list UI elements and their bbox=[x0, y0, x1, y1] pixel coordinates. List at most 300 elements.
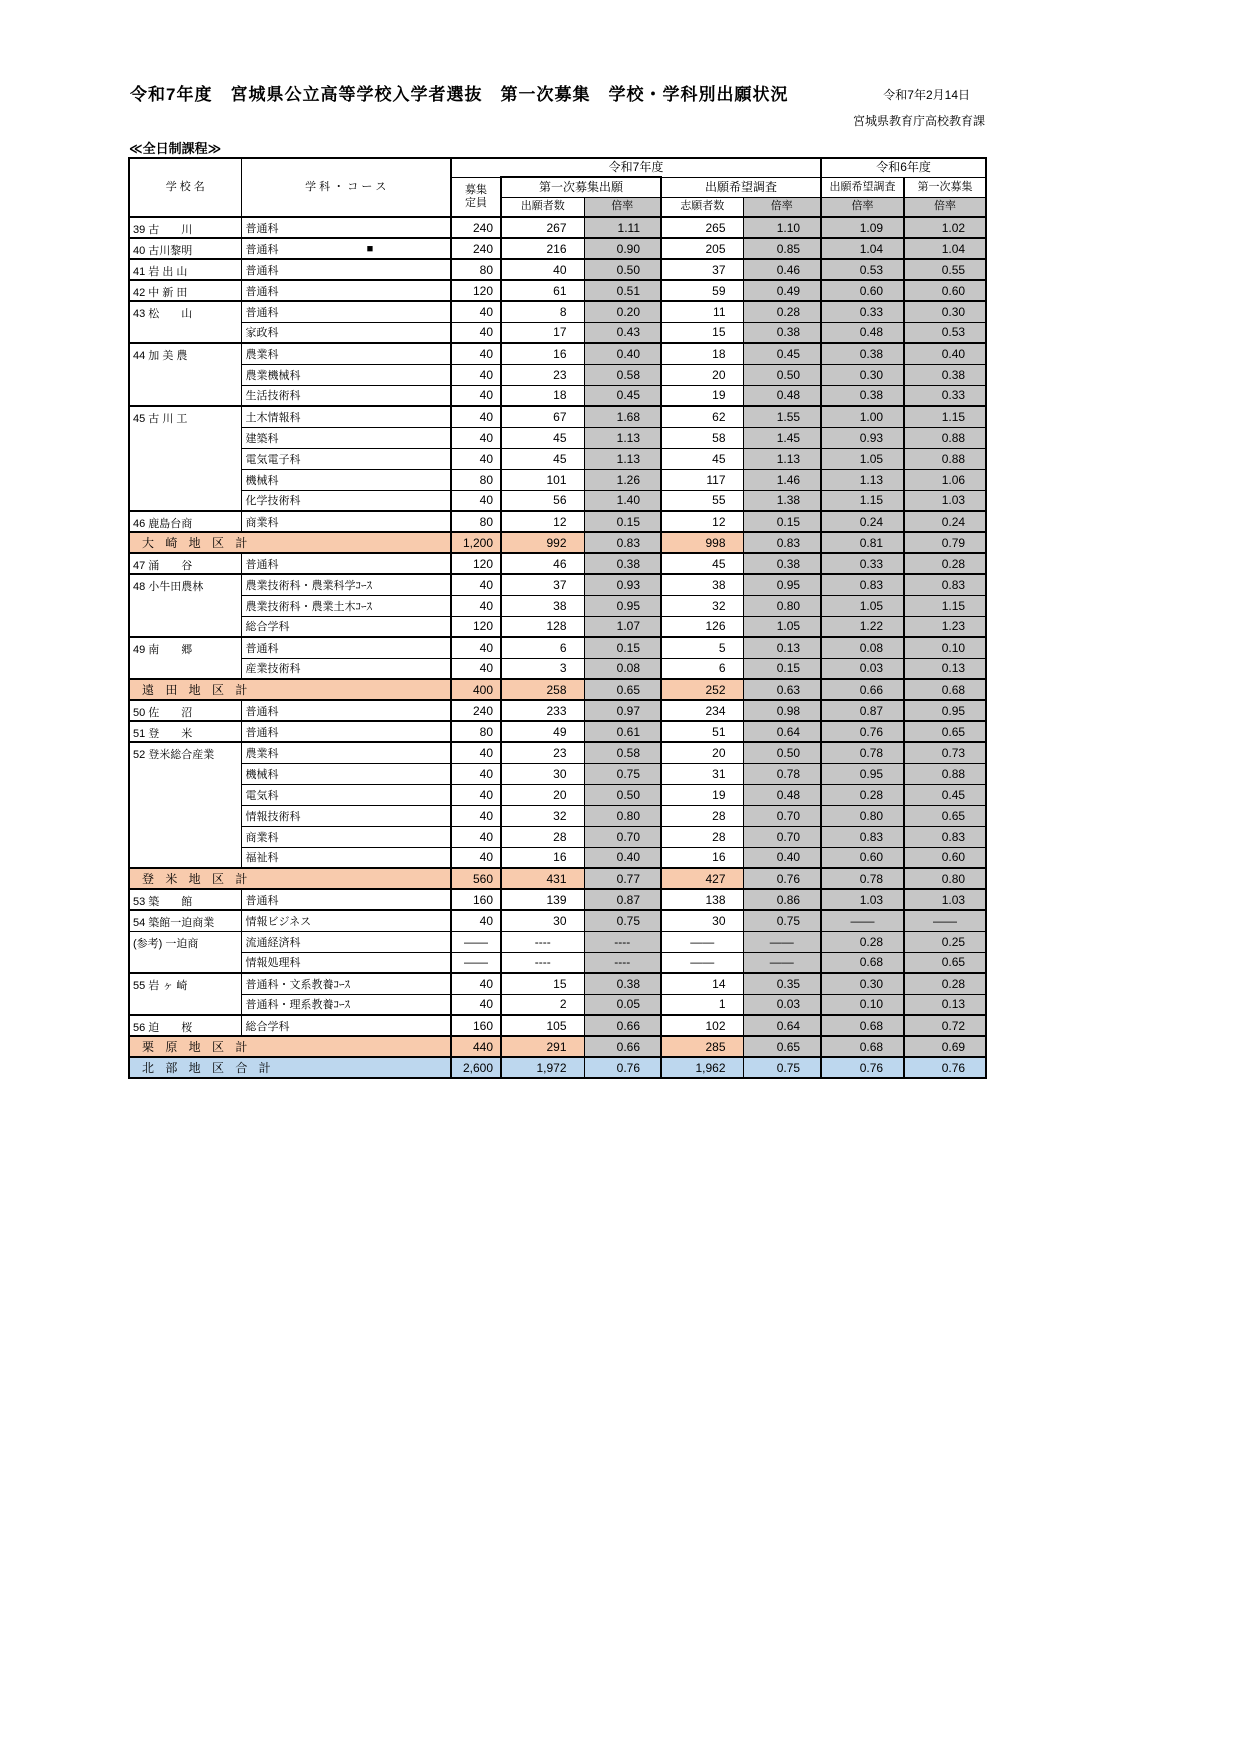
ratio-survey-cell: 0.38 bbox=[743, 322, 821, 343]
section-label: ≪全日制課程≫ bbox=[129, 141, 222, 156]
course-cell: 普通科 bbox=[241, 553, 451, 574]
total-label: 登 米 地 区 計 bbox=[129, 868, 451, 889]
header-course: 学 科 ・ コ ー ス bbox=[241, 158, 451, 217]
capacity-cell: 40 bbox=[451, 658, 501, 679]
table-row bbox=[129, 700, 986, 721]
table-body bbox=[129, 217, 986, 1078]
ratio-survey-cell: 0.48 bbox=[743, 784, 821, 805]
applicants-cell: 101 bbox=[501, 469, 584, 490]
header-ratio: 倍率 bbox=[904, 197, 986, 217]
ratio-first-app-cell: 0.77 bbox=[584, 868, 661, 889]
applicants-cell: 992 bbox=[501, 532, 584, 553]
volunteers-cell: 38 bbox=[661, 574, 743, 595]
volunteers-cell: 427 bbox=[661, 868, 743, 889]
capacity-cell: —— bbox=[451, 952, 501, 973]
ratio-r6-survey-cell: 0.76 bbox=[821, 721, 904, 742]
volunteers-cell: 126 bbox=[661, 616, 743, 637]
ratio-r6-first-cell: 0.60 bbox=[904, 847, 986, 868]
volunteers-cell: 20 bbox=[661, 364, 743, 385]
course-cell: 商業科 bbox=[241, 511, 451, 532]
applicants-cell: 37 bbox=[501, 574, 584, 595]
applicants-cell: 15 bbox=[501, 973, 584, 994]
ratio-survey-cell: 0.28 bbox=[743, 301, 821, 322]
page-title: 令和7年度 宮城県公立高等学校入学者選抜 第一次募集 学校・学科別出願状況 bbox=[130, 85, 789, 104]
ratio-first-app-cell: 0.75 bbox=[584, 763, 661, 784]
ratio-r6-survey-cell: 0.95 bbox=[821, 763, 904, 784]
ratio-survey-cell: 0.70 bbox=[743, 805, 821, 826]
ratio-first-app-cell: 1.68 bbox=[584, 406, 661, 427]
ratio-first-app-cell: 0.51 bbox=[584, 280, 661, 301]
course-cell: 福祉科 bbox=[241, 847, 451, 868]
volunteers-cell: 15 bbox=[661, 322, 743, 343]
ratio-first-app-cell: 0.75 bbox=[584, 910, 661, 931]
ratio-r6-survey-cell: 1.05 bbox=[821, 448, 904, 469]
ratio-survey-cell: 0.75 bbox=[743, 910, 821, 931]
ratio-first-app-cell: 0.38 bbox=[584, 973, 661, 994]
capacity-cell: 120 bbox=[451, 553, 501, 574]
ratio-r6-survey-cell: 0.03 bbox=[821, 658, 904, 679]
ratio-survey-cell: 0.98 bbox=[743, 700, 821, 721]
applicants-cell: 267 bbox=[501, 217, 584, 238]
ratio-r6-first-cell: 0.10 bbox=[904, 637, 986, 658]
ratio-first-app-cell: 1.11 bbox=[584, 217, 661, 238]
applicants-cell: 233 bbox=[501, 700, 584, 721]
course-cell: 情報処理科 bbox=[241, 952, 451, 973]
volunteers-cell: 234 bbox=[661, 700, 743, 721]
ratio-survey-cell: 0.70 bbox=[743, 826, 821, 847]
ratio-r6-first-cell: 0.83 bbox=[904, 574, 986, 595]
table-row bbox=[129, 931, 986, 952]
capacity-cell: 40 bbox=[451, 427, 501, 448]
ratio-survey-cell: 1.46 bbox=[743, 469, 821, 490]
school-cell: 42 中 新 田 bbox=[129, 280, 241, 301]
volunteers-cell: 1 bbox=[661, 994, 743, 1015]
ratio-first-app-cell: 1.13 bbox=[584, 448, 661, 469]
ratio-r6-first-cell: 0.76 bbox=[904, 1057, 986, 1078]
ratio-r6-first-cell: 0.73 bbox=[904, 742, 986, 763]
course-cell: 建築科 bbox=[241, 427, 451, 448]
applicants-cell: 291 bbox=[501, 1036, 584, 1057]
table-row bbox=[129, 343, 986, 364]
ratio-r6-survey-cell: 0.38 bbox=[821, 343, 904, 364]
volunteers-cell: 18 bbox=[661, 343, 743, 364]
capacity-cell: 240 bbox=[451, 238, 501, 259]
course-cell: 総合学科 bbox=[241, 616, 451, 637]
ratio-r6-first-cell: 1.04 bbox=[904, 238, 986, 259]
applicants-cell: 8 bbox=[501, 301, 584, 322]
ratio-first-app-cell: 0.70 bbox=[584, 826, 661, 847]
district-total-row bbox=[129, 868, 986, 889]
applicants-cell: ---- bbox=[501, 952, 584, 973]
ratio-r6-first-cell: 0.24 bbox=[904, 511, 986, 532]
applicants-cell: ---- bbox=[501, 931, 584, 952]
ratio-survey-cell: 0.50 bbox=[743, 742, 821, 763]
applicants-cell: 3 bbox=[501, 658, 584, 679]
table-row bbox=[129, 469, 986, 490]
ratio-first-app-cell: 0.80 bbox=[584, 805, 661, 826]
applicants-cell: 23 bbox=[501, 742, 584, 763]
ratio-survey-cell: 0.78 bbox=[743, 763, 821, 784]
ratio-r6-survey-cell: 0.28 bbox=[821, 931, 904, 952]
ratio-survey-cell: 0.03 bbox=[743, 994, 821, 1015]
school-cell: 48 小牛田農林 bbox=[129, 574, 241, 637]
capacity-cell: 120 bbox=[451, 280, 501, 301]
ratio-r6-first-cell: 0.88 bbox=[904, 427, 986, 448]
ratio-first-app-cell: 0.95 bbox=[584, 595, 661, 616]
volunteers-cell: 16 bbox=[661, 847, 743, 868]
ratio-first-app-cell: 0.38 bbox=[584, 553, 661, 574]
ratio-r6-survey-cell: 0.08 bbox=[821, 637, 904, 658]
course-cell: 機械科 bbox=[241, 763, 451, 784]
capacity-cell: 240 bbox=[451, 217, 501, 238]
school-cell: 49 南 郷 bbox=[129, 637, 241, 679]
table-row bbox=[129, 280, 986, 301]
ratio-r6-survey-cell: 0.53 bbox=[821, 259, 904, 280]
ratio-survey-cell: 0.13 bbox=[743, 637, 821, 658]
ratio-survey-cell: 0.86 bbox=[743, 889, 821, 910]
table-row bbox=[129, 763, 986, 784]
organization-name: 宮城県教育庁高校教育課 bbox=[852, 114, 985, 128]
course-cell: 生活技術科 bbox=[241, 385, 451, 406]
course-cell: 電気電子科 bbox=[241, 448, 451, 469]
applicants-cell: 431 bbox=[501, 868, 584, 889]
district-total-row bbox=[129, 1036, 986, 1057]
capacity-cell: 120 bbox=[451, 616, 501, 637]
ratio-r6-first-cell: 0.95 bbox=[904, 700, 986, 721]
course-cell: 流通経済科 bbox=[241, 931, 451, 952]
ratio-first-app-cell: 0.90 bbox=[584, 238, 661, 259]
ratio-r6-first-cell: 0.83 bbox=[904, 826, 986, 847]
course-cell: 普通科 bbox=[241, 721, 451, 742]
ratio-r6-first-cell: 1.06 bbox=[904, 469, 986, 490]
capacity-cell: 40 bbox=[451, 595, 501, 616]
ratio-survey-cell: 0.15 bbox=[743, 511, 821, 532]
ratio-r6-survey-cell: 0.93 bbox=[821, 427, 904, 448]
ratio-r6-first-cell: 0.25 bbox=[904, 931, 986, 952]
ratio-survey-cell: 0.46 bbox=[743, 259, 821, 280]
ratio-r6-survey-cell: 1.03 bbox=[821, 889, 904, 910]
course-cell: 総合学科 bbox=[241, 1015, 451, 1036]
volunteers-cell: 59 bbox=[661, 280, 743, 301]
volunteers-cell: 28 bbox=[661, 805, 743, 826]
volunteers-cell: 265 bbox=[661, 217, 743, 238]
volunteers-cell: 45 bbox=[661, 448, 743, 469]
ratio-survey-cell: 0.83 bbox=[743, 532, 821, 553]
ratio-r6-first-cell: 1.23 bbox=[904, 616, 986, 637]
ratio-r6-survey-cell: 0.30 bbox=[821, 364, 904, 385]
applicants-cell: 38 bbox=[501, 595, 584, 616]
ratio-r6-survey-cell: 1.09 bbox=[821, 217, 904, 238]
course-cell: 産業技術科 bbox=[241, 658, 451, 679]
ratio-r6-first-cell: 0.65 bbox=[904, 952, 986, 973]
ratio-r6-survey-cell: 0.66 bbox=[821, 679, 904, 700]
school-cell: 39 古 川 bbox=[129, 217, 241, 238]
ratio-survey-cell: 0.76 bbox=[743, 868, 821, 889]
capacity-cell: 400 bbox=[451, 679, 501, 700]
ratio-r6-first-cell: 1.03 bbox=[904, 889, 986, 910]
ratio-r6-first-cell: 0.72 bbox=[904, 1015, 986, 1036]
volunteers-cell: 37 bbox=[661, 259, 743, 280]
ratio-survey-cell: —— bbox=[743, 931, 821, 952]
black-square-marker: ■ bbox=[366, 242, 374, 255]
table-row bbox=[129, 322, 986, 343]
applicants-cell: 45 bbox=[501, 427, 584, 448]
applicants-cell: 49 bbox=[501, 721, 584, 742]
applicants-cell: 6 bbox=[501, 637, 584, 658]
school-cell: 50 佐 沼 bbox=[129, 700, 241, 721]
applicants-cell: 139 bbox=[501, 889, 584, 910]
table-row bbox=[129, 847, 986, 868]
capacity-cell: 40 bbox=[451, 742, 501, 763]
ratio-survey-cell: 0.50 bbox=[743, 364, 821, 385]
volunteers-cell: 45 bbox=[661, 553, 743, 574]
volunteers-cell: 1,962 bbox=[661, 1057, 743, 1078]
applicants-cell: 17 bbox=[501, 322, 584, 343]
course-cell: 普通科 bbox=[241, 217, 451, 238]
ratio-survey-cell: —— bbox=[743, 952, 821, 973]
ratio-r6-survey-cell: 1.05 bbox=[821, 595, 904, 616]
table-row bbox=[129, 994, 986, 1015]
ratio-r6-survey-cell: 0.48 bbox=[821, 322, 904, 343]
applicants-cell: 2 bbox=[501, 994, 584, 1015]
capacity-cell: 440 bbox=[451, 1036, 501, 1057]
capacity-cell: 40 bbox=[451, 973, 501, 994]
ratio-r6-survey-cell: 0.60 bbox=[821, 280, 904, 301]
applicants-cell: 16 bbox=[501, 847, 584, 868]
header-hope-survey: 出願希望調査 bbox=[661, 177, 821, 197]
volunteers-cell: 30 bbox=[661, 910, 743, 931]
course-cell: 普通科 bbox=[241, 889, 451, 910]
header-capacity: 募集 定員 bbox=[451, 177, 501, 217]
table-row bbox=[129, 952, 986, 973]
header-school: 学 校 名 bbox=[129, 158, 241, 217]
ratio-survey-cell: 0.85 bbox=[743, 238, 821, 259]
header-year-r6: 令和6年度 bbox=[821, 158, 986, 177]
school-cell: 51 登 米 bbox=[129, 721, 241, 742]
ratio-survey-cell: 0.95 bbox=[743, 574, 821, 595]
ratio-r6-survey-cell: 1.22 bbox=[821, 616, 904, 637]
volunteers-cell: 11 bbox=[661, 301, 743, 322]
ratio-r6-first-cell: 0.60 bbox=[904, 280, 986, 301]
ratio-r6-first-cell: 0.88 bbox=[904, 763, 986, 784]
course-cell: 土木情報科 bbox=[241, 406, 451, 427]
ratio-r6-first-cell: 1.15 bbox=[904, 595, 986, 616]
ratio-first-app-cell: ---- bbox=[584, 952, 661, 973]
capacity-cell: 160 bbox=[451, 1015, 501, 1036]
ratio-survey-cell: 1.10 bbox=[743, 217, 821, 238]
applicants-cell: 56 bbox=[501, 490, 584, 511]
volunteers-cell: 32 bbox=[661, 595, 743, 616]
ratio-r6-first-cell: —— bbox=[904, 910, 986, 931]
course-cell: 化学技術科 bbox=[241, 490, 451, 511]
ratio-first-app-cell: 0.93 bbox=[584, 574, 661, 595]
table-row bbox=[129, 574, 986, 595]
school-cell: 53 築 館 bbox=[129, 889, 241, 910]
course-cell: 普通科 bbox=[241, 700, 451, 721]
ratio-r6-survey-cell: 0.28 bbox=[821, 784, 904, 805]
applicants-cell: 30 bbox=[501, 910, 584, 931]
school-cell: (参考) 一迫商 bbox=[129, 931, 241, 973]
ratio-survey-cell: 1.45 bbox=[743, 427, 821, 448]
ratio-r6-first-cell: 0.65 bbox=[904, 805, 986, 826]
header-applicants: 出願者数 bbox=[501, 197, 584, 217]
table-row bbox=[129, 406, 986, 427]
applicants-cell: 23 bbox=[501, 364, 584, 385]
ratio-first-app-cell: 0.76 bbox=[584, 1057, 661, 1078]
table-row bbox=[129, 973, 986, 994]
capacity-cell: 80 bbox=[451, 511, 501, 532]
ratio-r6-first-cell: 0.28 bbox=[904, 553, 986, 574]
applicants-cell: 18 bbox=[501, 385, 584, 406]
course-cell: 電気科 bbox=[241, 784, 451, 805]
applicants-cell: 258 bbox=[501, 679, 584, 700]
district-total-row bbox=[129, 532, 986, 553]
table-row bbox=[129, 658, 986, 679]
school-cell: 47 涌 谷 bbox=[129, 553, 241, 574]
ratio-r6-survey-cell: 1.13 bbox=[821, 469, 904, 490]
header-r6-hope-survey: 出願希望調査 bbox=[821, 177, 904, 197]
header-first-application: 第一次募集出願 bbox=[501, 177, 661, 197]
volunteers-cell: 5 bbox=[661, 637, 743, 658]
ratio-r6-first-cell: 0.38 bbox=[904, 364, 986, 385]
applicants-cell: 28 bbox=[501, 826, 584, 847]
applicants-cell: 216 bbox=[501, 238, 584, 259]
ratio-first-app-cell: 1.13 bbox=[584, 427, 661, 448]
volunteers-cell: 12 bbox=[661, 511, 743, 532]
ratio-r6-survey-cell: 0.30 bbox=[821, 973, 904, 994]
volunteers-cell: 102 bbox=[661, 1015, 743, 1036]
table-row bbox=[129, 511, 986, 532]
ratio-r6-first-cell: 1.02 bbox=[904, 217, 986, 238]
course-cell: 機械科 bbox=[241, 469, 451, 490]
ratio-r6-first-cell: 0.45 bbox=[904, 784, 986, 805]
ratio-survey-cell: 1.13 bbox=[743, 448, 821, 469]
ratio-r6-survey-cell: 0.80 bbox=[821, 805, 904, 826]
course-cell: 普通科 ■ bbox=[241, 238, 451, 259]
header-ratio: 倍率 bbox=[584, 197, 661, 217]
school-cell: 41 岩 出 山 bbox=[129, 259, 241, 280]
school-cell: 56 迫 桜 bbox=[129, 1015, 241, 1036]
course-cell: 普通科 bbox=[241, 259, 451, 280]
table-row bbox=[129, 595, 986, 616]
ratio-first-app-cell: 0.08 bbox=[584, 658, 661, 679]
capacity-cell: 40 bbox=[451, 847, 501, 868]
ratio-first-app-cell: 0.43 bbox=[584, 322, 661, 343]
applicants-cell: 105 bbox=[501, 1015, 584, 1036]
course-cell: 農業科 bbox=[241, 742, 451, 763]
table-row bbox=[129, 889, 986, 910]
course-cell: 普通科 bbox=[241, 637, 451, 658]
capacity-cell: 40 bbox=[451, 763, 501, 784]
table-row bbox=[129, 910, 986, 931]
school-cell: 40 古川黎明 bbox=[129, 238, 241, 259]
capacity-cell: 560 bbox=[451, 868, 501, 889]
ratio-first-app-cell: 0.05 bbox=[584, 994, 661, 1015]
school-cell: 45 古 川 工 bbox=[129, 406, 241, 511]
table-row bbox=[129, 238, 986, 259]
capacity-cell: 1,200 bbox=[451, 532, 501, 553]
volunteers-cell: —— bbox=[661, 931, 743, 952]
ratio-survey-cell: 0.80 bbox=[743, 595, 821, 616]
capacity-cell: 40 bbox=[451, 490, 501, 511]
course-cell: 普通科 bbox=[241, 280, 451, 301]
ratio-r6-survey-cell: 0.68 bbox=[821, 1036, 904, 1057]
ratio-r6-first-cell: 0.53 bbox=[904, 322, 986, 343]
ratio-r6-first-cell: 0.68 bbox=[904, 679, 986, 700]
capacity-cell: 160 bbox=[451, 889, 501, 910]
capacity-cell: 40 bbox=[451, 448, 501, 469]
ratio-r6-first-cell: 0.30 bbox=[904, 301, 986, 322]
table-row bbox=[129, 385, 986, 406]
ratio-first-app-cell: 0.40 bbox=[584, 343, 661, 364]
volunteers-cell: —— bbox=[661, 952, 743, 973]
course-cell: 普通科・文系教養ｺｰｽ bbox=[241, 973, 451, 994]
ratio-r6-first-cell: 1.03 bbox=[904, 490, 986, 511]
table-row bbox=[129, 301, 986, 322]
table-row bbox=[129, 490, 986, 511]
capacity-cell: 40 bbox=[451, 574, 501, 595]
course-cell: 商業科 bbox=[241, 826, 451, 847]
ratio-r6-first-cell: 0.88 bbox=[904, 448, 986, 469]
ratio-r6-first-cell: 0.80 bbox=[904, 868, 986, 889]
volunteers-cell: 55 bbox=[661, 490, 743, 511]
ratio-first-app-cell: 0.58 bbox=[584, 742, 661, 763]
capacity-cell: 40 bbox=[451, 301, 501, 322]
applicants-cell: 40 bbox=[501, 259, 584, 280]
ratio-first-app-cell: 0.50 bbox=[584, 259, 661, 280]
ratio-r6-first-cell: 0.65 bbox=[904, 721, 986, 742]
header-ratio: 倍率 bbox=[821, 197, 904, 217]
grand-total-row bbox=[129, 1057, 986, 1078]
ratio-first-app-cell: 0.20 bbox=[584, 301, 661, 322]
application-status-table bbox=[128, 157, 987, 1079]
ratio-r6-first-cell: 0.69 bbox=[904, 1036, 986, 1057]
course-cell: 情報技術科 bbox=[241, 805, 451, 826]
header-volunteers: 志願者数 bbox=[661, 197, 743, 217]
capacity-cell: 40 bbox=[451, 784, 501, 805]
total-label: 北 部 地 区 合 計 bbox=[129, 1057, 451, 1078]
capacity-cell: 40 bbox=[451, 805, 501, 826]
ratio-survey-cell: 0.38 bbox=[743, 553, 821, 574]
school-cell: 46 鹿島台商 bbox=[129, 511, 241, 532]
table-row bbox=[129, 616, 986, 637]
ratio-r6-survey-cell: 0.83 bbox=[821, 574, 904, 595]
table-row bbox=[129, 217, 986, 238]
ratio-r6-survey-cell: 0.68 bbox=[821, 1015, 904, 1036]
table-row bbox=[129, 448, 986, 469]
ratio-survey-cell: 0.75 bbox=[743, 1057, 821, 1078]
volunteers-cell: 62 bbox=[661, 406, 743, 427]
ratio-first-app-cell: 0.66 bbox=[584, 1036, 661, 1057]
applicants-cell: 30 bbox=[501, 763, 584, 784]
ratio-r6-survey-cell: 0.78 bbox=[821, 742, 904, 763]
header-year-r7: 令和7年度 bbox=[451, 158, 821, 177]
applicants-cell: 67 bbox=[501, 406, 584, 427]
applicants-cell: 45 bbox=[501, 448, 584, 469]
capacity-cell: 40 bbox=[451, 406, 501, 427]
ratio-r6-survey-cell: —— bbox=[821, 910, 904, 931]
ratio-r6-first-cell: 0.28 bbox=[904, 973, 986, 994]
table-row bbox=[129, 364, 986, 385]
capacity-cell: 40 bbox=[451, 994, 501, 1015]
school-cell: 52 登米総合産業 bbox=[129, 742, 241, 868]
ratio-survey-cell: 0.40 bbox=[743, 847, 821, 868]
ratio-survey-cell: 0.48 bbox=[743, 385, 821, 406]
course-cell: 農業技術科・農業土木ｺｰｽ bbox=[241, 595, 451, 616]
ratio-r6-survey-cell: 0.87 bbox=[821, 700, 904, 721]
table-row bbox=[129, 721, 986, 742]
table-row bbox=[129, 1015, 986, 1036]
